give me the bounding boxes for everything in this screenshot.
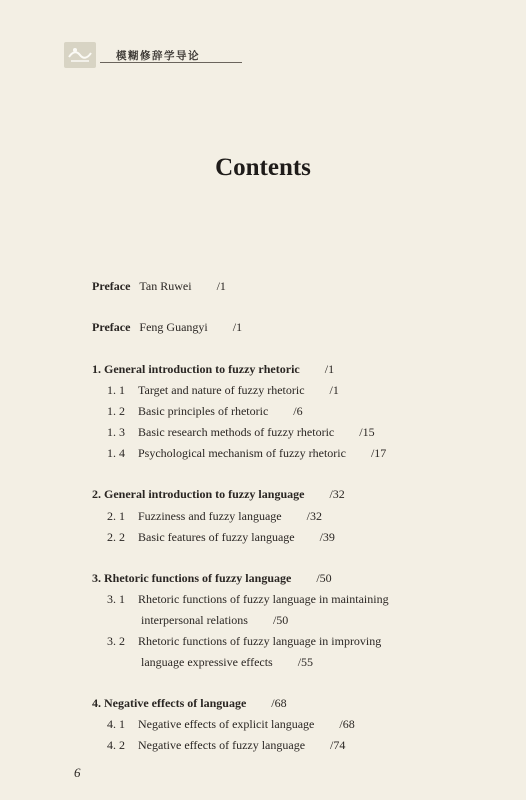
- item-text: Negative effects of explicit language: [138, 717, 315, 731]
- item-page: /74: [330, 738, 346, 752]
- toc-item: [107, 633, 381, 649]
- item-page: /15: [359, 425, 375, 439]
- item-number: 1. 2: [107, 404, 125, 418]
- item-page: /39: [319, 530, 335, 544]
- item-page: /68: [339, 717, 355, 731]
- section-title: 4. Negative effects of language: [92, 696, 247, 710]
- item-page: /17: [370, 446, 387, 460]
- toc-item: [107, 716, 355, 732]
- toc-item: [107, 403, 303, 419]
- item-text: Negative effects of fuzzy language: [138, 738, 306, 752]
- preface-label: Preface: [92, 320, 131, 334]
- header-rule: [100, 62, 242, 63]
- toc-item: [107, 382, 339, 398]
- toc-item: [107, 445, 386, 461]
- page-title: Contents: [215, 154, 311, 181]
- item-text: interpersonal relations: [141, 613, 248, 627]
- section-page: /1: [324, 362, 335, 376]
- item-page: /6: [293, 404, 303, 418]
- section-title: 1. General introduction to fuzzy rhetoric: [92, 362, 300, 376]
- toc-item: [107, 737, 345, 753]
- preface-page: /1: [232, 320, 243, 334]
- section-title: 3. Rhetoric functions of fuzzy language: [92, 571, 292, 585]
- section-heading: [92, 486, 345, 502]
- toc-item: [107, 529, 335, 545]
- item-text: Basic research methods of fuzzy rhetoric: [138, 425, 335, 439]
- item-page: /55: [297, 655, 314, 669]
- section-heading: [92, 695, 287, 711]
- preface-entry-2: [92, 319, 242, 335]
- section-page: /68: [271, 696, 287, 710]
- item-number: 4. 2: [107, 738, 125, 752]
- item-text: Basic principles of rhetoric: [138, 404, 269, 418]
- item-text: Rhetoric functions of fuzzy language in improving: [138, 634, 382, 648]
- section-title: 2. General introduction to fuzzy language: [92, 487, 305, 501]
- preface-entry-1: [92, 278, 226, 294]
- item-number: 1. 4: [107, 446, 125, 460]
- toc-item: [107, 424, 375, 440]
- item-text: Target and nature of fuzzy rhetoric: [138, 383, 305, 397]
- section-heading: [92, 361, 334, 377]
- page-number: 6: [74, 765, 81, 780]
- item-text: Basic features of fuzzy language: [138, 530, 295, 544]
- item-text: Psychological mechanism of fuzzy rhetoric: [138, 446, 346, 460]
- running-header: [64, 40, 242, 74]
- preface-author: Feng Guangyi: [139, 320, 208, 334]
- preface-label: Preface: [92, 279, 131, 293]
- header-title: 模糊修辞学导论: [116, 50, 200, 62]
- item-text: language expressive effects: [141, 655, 273, 669]
- item-number: 3. 1: [107, 592, 125, 606]
- publisher-logo-icon: [64, 42, 96, 68]
- item-page: /1: [329, 383, 339, 397]
- item-text: Rhetoric functions of fuzzy language in maintaining: [138, 592, 389, 606]
- item-number: 2. 1: [107, 509, 125, 523]
- item-number: 3. 2: [107, 634, 125, 648]
- item-number: 1. 3: [107, 425, 125, 439]
- toc-item-continued: [141, 654, 313, 670]
- item-number: 4. 1: [107, 717, 125, 731]
- item-page: /50: [272, 613, 289, 627]
- toc-item: [107, 508, 322, 524]
- preface-page: /1: [216, 279, 226, 293]
- item-number: 2. 2: [107, 530, 125, 544]
- preface-author: Tan Ruwei: [139, 279, 192, 293]
- item-number: 1. 1: [107, 383, 125, 397]
- section-page: /50: [316, 571, 332, 585]
- item-text: Fuzziness and fuzzy language: [138, 509, 282, 523]
- section-page: /32: [329, 487, 345, 501]
- toc-item: [107, 591, 389, 607]
- toc-item-continued: [141, 612, 288, 628]
- section-heading: [92, 570, 332, 586]
- item-page: /32: [306, 509, 322, 523]
